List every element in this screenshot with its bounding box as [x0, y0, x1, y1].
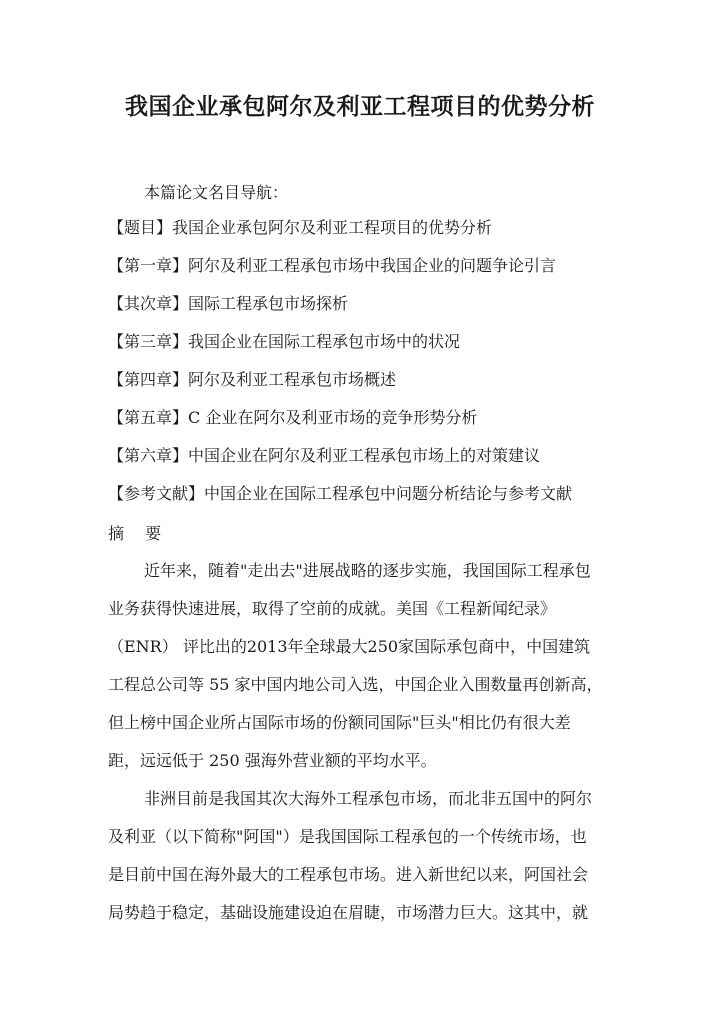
paragraph-line: 业务获得快速进展，取得了空前的成就。美国《工程新闻纪录》: [108, 599, 557, 618]
paragraph-line: 近年来，随着"走出去"进展战略的逐步实施，我国国际工程承包: [144, 561, 591, 580]
toc-item-chapter-3: 【第三章】我国企业在国际工程承包市场中的状况: [108, 332, 461, 351]
paragraph-line: 距，远远低于 250 强海外营业额的平均水平。: [108, 751, 437, 770]
toc-item-chapter-2: 【其次章】国际工程承包市场探析: [108, 294, 349, 313]
paragraph-line: 但上榜中国企业所占国际市场的份额同国际"巨头"相比仍有很大差: [108, 713, 571, 732]
paragraph-line: 局势趋于稳定，基础设施建设迫在眉睫，市场潜力巨大。这其中，就: [108, 903, 589, 922]
paragraph-line: （ENR） 评比出的2013年全球最大250家国际承包商中，中国建筑: [108, 637, 591, 656]
abstract-paragraph-1: [108, 560, 616, 788]
toc-item-chapter-4: 【第四章】阿尔及利亚工程承包市场概述: [108, 370, 397, 389]
toc-item-references: 【参考文献】中国企业在国际工程承包中问题分析结论与参考文献: [108, 484, 573, 503]
toc-item-chapter-5: 【第五章】C 企业在阿尔及利亚市场的竞争形势分析: [108, 408, 478, 427]
toc-item-chapter-1: 【第一章】阿尔及利亚工程承包市场中我国企业的问题争论引言: [108, 256, 557, 275]
document-title: 我国企业承包阿尔及利亚工程项目的优势分析: [125, 93, 595, 120]
toc-item-chapter-6: 【第六章】中国企业在阿尔及利亚工程承包市场上的对策建议: [108, 446, 541, 465]
abstract-heading: 摘 要: [108, 524, 170, 543]
paragraph-line: 及利亚（以下简称"阿国"）是我国国际工程承包的一个传统市场，也: [108, 827, 587, 846]
abstract-paragraph-2: [108, 788, 616, 940]
paragraph-line: 是目前中国在海外最大的工程承包市场。进入新世纪以来，阿国社会: [108, 865, 589, 884]
navigation-intro: 本篇论文名目导航：: [144, 183, 289, 202]
table-of-contents: [108, 217, 628, 521]
paragraph-line: 工程总公司等 55 家中国内地公司入选，中国企业入围数量再创新高，: [108, 675, 603, 694]
toc-item-title: 【题目】我国企业承包阿尔及利亚工程项目的优势分析: [108, 218, 493, 237]
paragraph-line: 非洲目前是我国其次大海外工程承包市场，而北非五国中的阿尔: [144, 789, 593, 808]
